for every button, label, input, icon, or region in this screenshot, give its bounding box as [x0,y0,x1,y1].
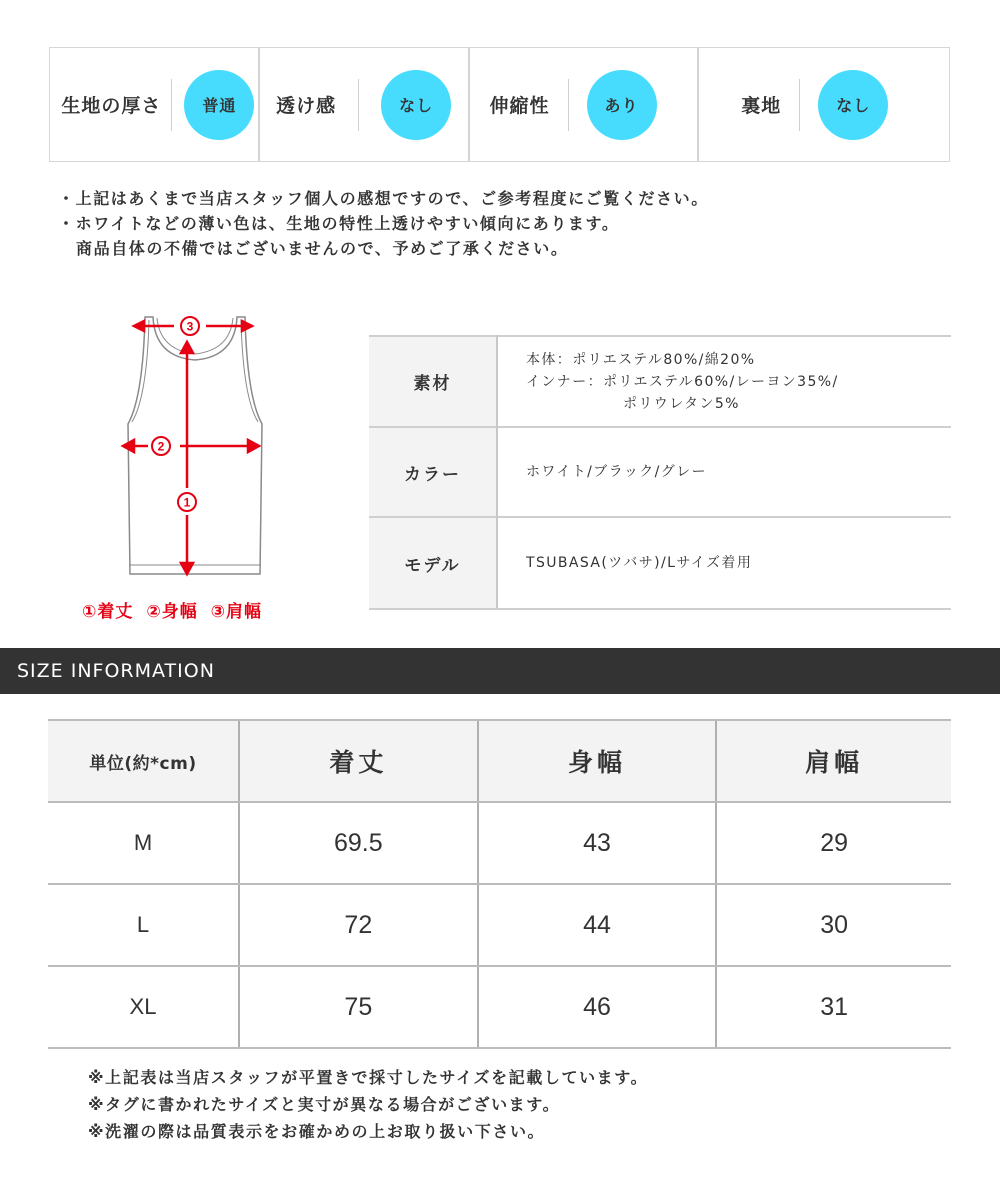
material-line: 本体：ポリエステル80%/綿20% [526,351,756,368]
divider [799,79,800,131]
attr-stretch [468,48,698,161]
spec-label: 素材 [369,336,497,427]
size-table-header [48,720,951,802]
svg-text:2: 2 [157,439,165,454]
section-title-bar: SIZE INFORMATION [0,648,1000,694]
disclaimer-notes [58,186,709,261]
spec-label: カラー [369,427,497,517]
spec-label: モデル [369,517,497,609]
size-footnotes [88,1064,648,1145]
cell-shoulder-width: 29 [716,802,951,884]
cell-length: 75 [239,966,478,1048]
attr-label: 裏地 [741,95,782,117]
footnote: ※上記表は当店スタッフが平置きで採寸したサイズを記載しています。 [88,1068,649,1087]
legend-body-width: ②身幅 [146,602,198,622]
legend-length: ①着丈 [82,602,134,622]
cell-shoulder-width: 30 [716,884,951,966]
spec-row-material [369,336,951,427]
svg-text:3: 3 [186,319,194,334]
attr-badge: なし [818,70,888,140]
attr-badge: あり [587,70,657,140]
spec-value: TSUBASA(ツバサ)/Lサイズ着用 [497,517,951,609]
attr-label: 生地の厚さ [61,95,162,117]
cell-body-width: 44 [478,884,717,966]
attr-badge: なし [381,70,451,140]
cell-shoulder-width: 31 [716,966,951,1048]
header-body-width: 身幅 [478,720,717,802]
cell-body-width: 43 [478,802,717,884]
legend-shoulder-width: ③肩幅 [210,602,263,622]
attr-label: 伸縮性 [489,95,550,117]
table-row [48,884,951,966]
size-label: XL [48,966,239,1048]
note-line: ・ホワイトなどの薄い色は、生地の特性上透けやすい傾向にあります。 [58,214,620,233]
note-line: ・上記はあくまで当店スタッフ個人の感想ですので、ご参考程度にご覧ください。 [58,189,709,208]
divider [358,79,359,131]
cell-body-width: 46 [478,966,717,1048]
spec-value [497,336,951,427]
spec-value: ホワイト/ブラック/グレー [497,427,951,517]
size-label: L [48,884,239,966]
size-label: M [48,802,239,884]
attr-transparency [258,48,468,161]
table-row [48,966,951,1048]
cell-length: 69.5 [239,802,478,884]
divider [171,79,172,131]
footnote: ※タグに書かれたサイズと実寸が異なる場合がございます。 [88,1095,561,1114]
material-line: インナー：ポリエステル60%/レーヨン35%/ [526,373,839,390]
size-table [48,719,951,1049]
divider [568,79,569,131]
header-unit: 単位(約*cm) [48,720,239,802]
material-line: ポリウレタン5% [623,395,740,412]
header-shoulder-width: 肩幅 [716,720,951,802]
attr-label: 透け感 [276,95,337,117]
tank-top-diagram [110,312,280,582]
cell-length: 72 [239,884,478,966]
attr-thickness [49,48,258,161]
header-length: 着丈 [239,720,478,802]
note-line: 商品自体の不備ではございませんので、予めご了承ください。 [76,239,569,258]
spec-row-model [369,517,951,609]
footnote: ※洗濯の際は品質表示をお確かめの上お取り扱い下さい。 [88,1122,546,1141]
attr-lining [697,48,950,161]
fabric-attributes [49,47,950,162]
diagram-legend [82,597,268,622]
table-row [48,802,951,884]
spec-row-color [369,427,951,517]
svg-text:1: 1 [183,495,191,510]
attr-badge: 普通 [184,70,254,140]
tank-top-icon [110,312,280,582]
product-spec-table [369,335,951,610]
